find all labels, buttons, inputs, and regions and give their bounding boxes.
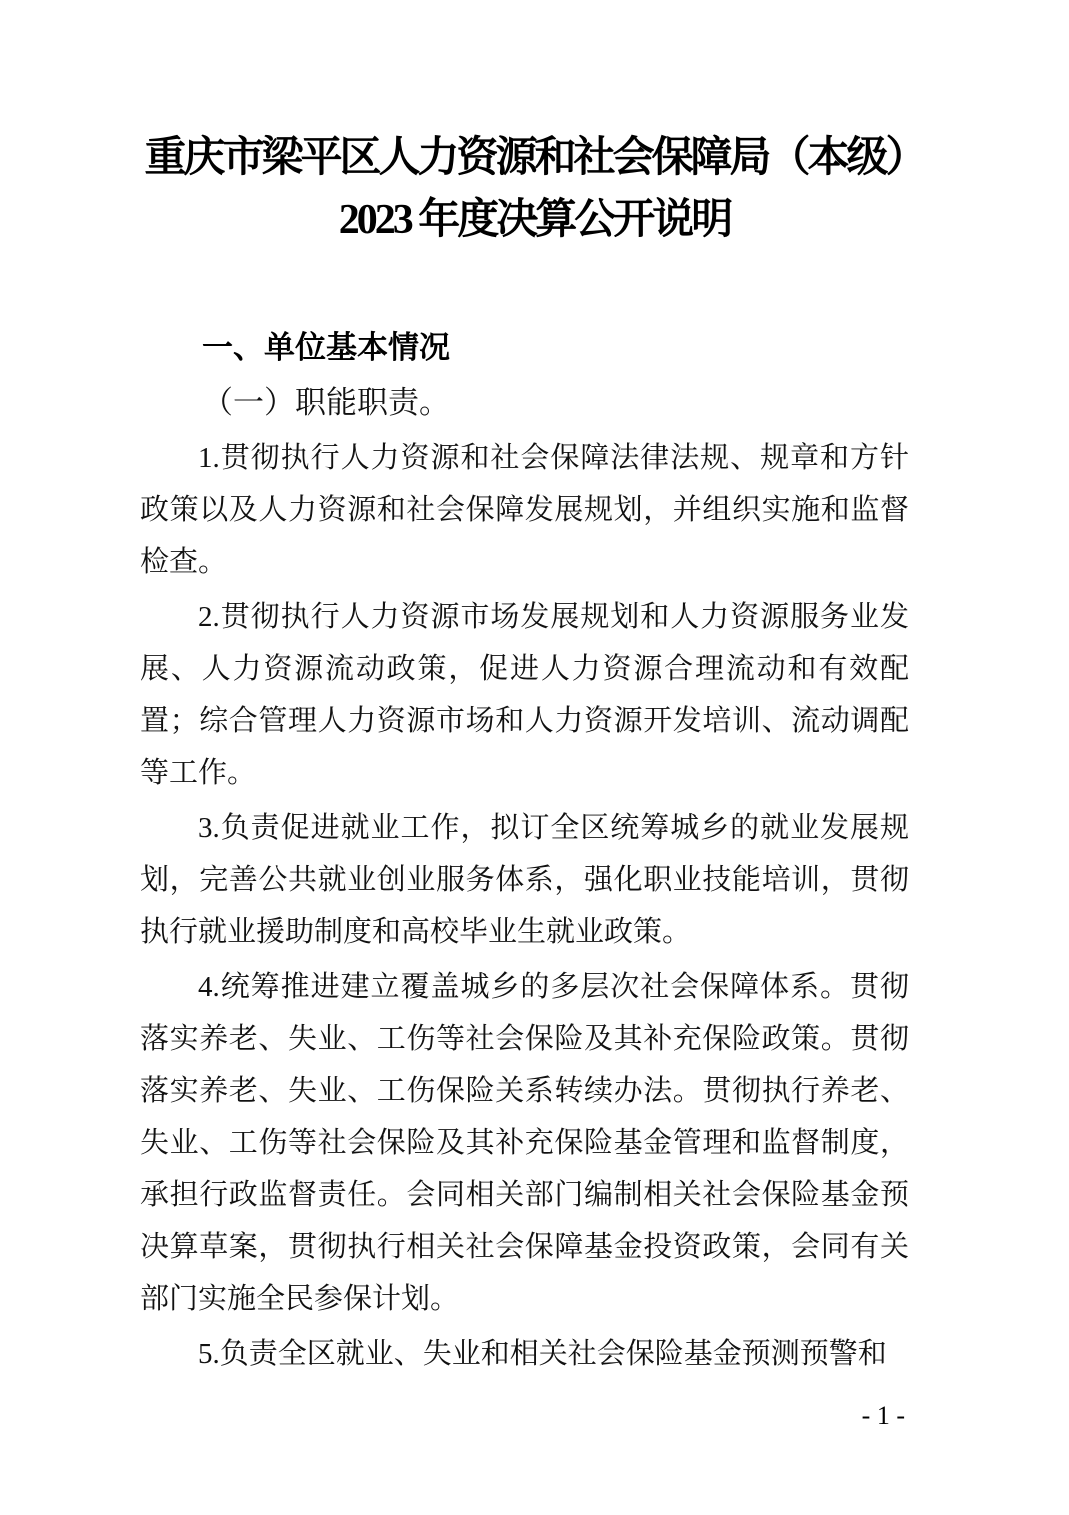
body-paragraph-4: 4.统筹推进建立覆盖城乡的多层次社会保障体系。贯彻落实养老、失业、工伤等社会保险及其补充保险政策。贯彻落实养老、失业、工伤保险关系转续办法。贯彻执行养老、失业、工伤等社会保险及其补充保险基金管理和监督制度，承担行政监督责任。会同相关部门编制相关社会保险基金预决算草案，贯彻执行相关社会保障基金投资政策，会同有关部门实施全民参保计划。: [140, 971, 909, 1315]
title-line-2: 2023 年度决算公开说明: [338, 197, 731, 243]
document-title: [0, 127, 1069, 251]
body-paragraph-1: 1.贯彻执行人力资源和社会保障法律法规、规章和方针政策以及人力资源和社会保障发展规划，并组织实施和监督检查。: [140, 442, 909, 578]
page-number: - 1 -: [861, 1401, 905, 1430]
body-paragraph-2: 2.贯彻执行人力资源市场发展规划和人力资源服务业发展、人力资源流动政策，促进人力资源合理流动和有效配置；综合管理人力资源市场和人力资源开发培训、流动调配等工作。: [140, 601, 909, 789]
body-paragraph-5: 5.负责全区就业、失业和相关社会保险基金预测预警和: [198, 1338, 887, 1370]
body-paragraph-3: 3.负责促进就业工作，拟订全区统筹城乡的就业发展规划，完善公共就业创业服务体系，强化职业技能培训，贯彻执行就业援助制度和高校毕业生就业政策。: [140, 812, 909, 948]
document-body: [0, 322, 1069, 1380]
title-line-1: 重庆市梁平区人力资源和社会保障局（本级）: [144, 135, 925, 181]
section-heading-unit-basic-info: 一、单位基本情况: [202, 330, 450, 365]
subsection-heading-duties: （一）职能职责。: [202, 385, 450, 420]
